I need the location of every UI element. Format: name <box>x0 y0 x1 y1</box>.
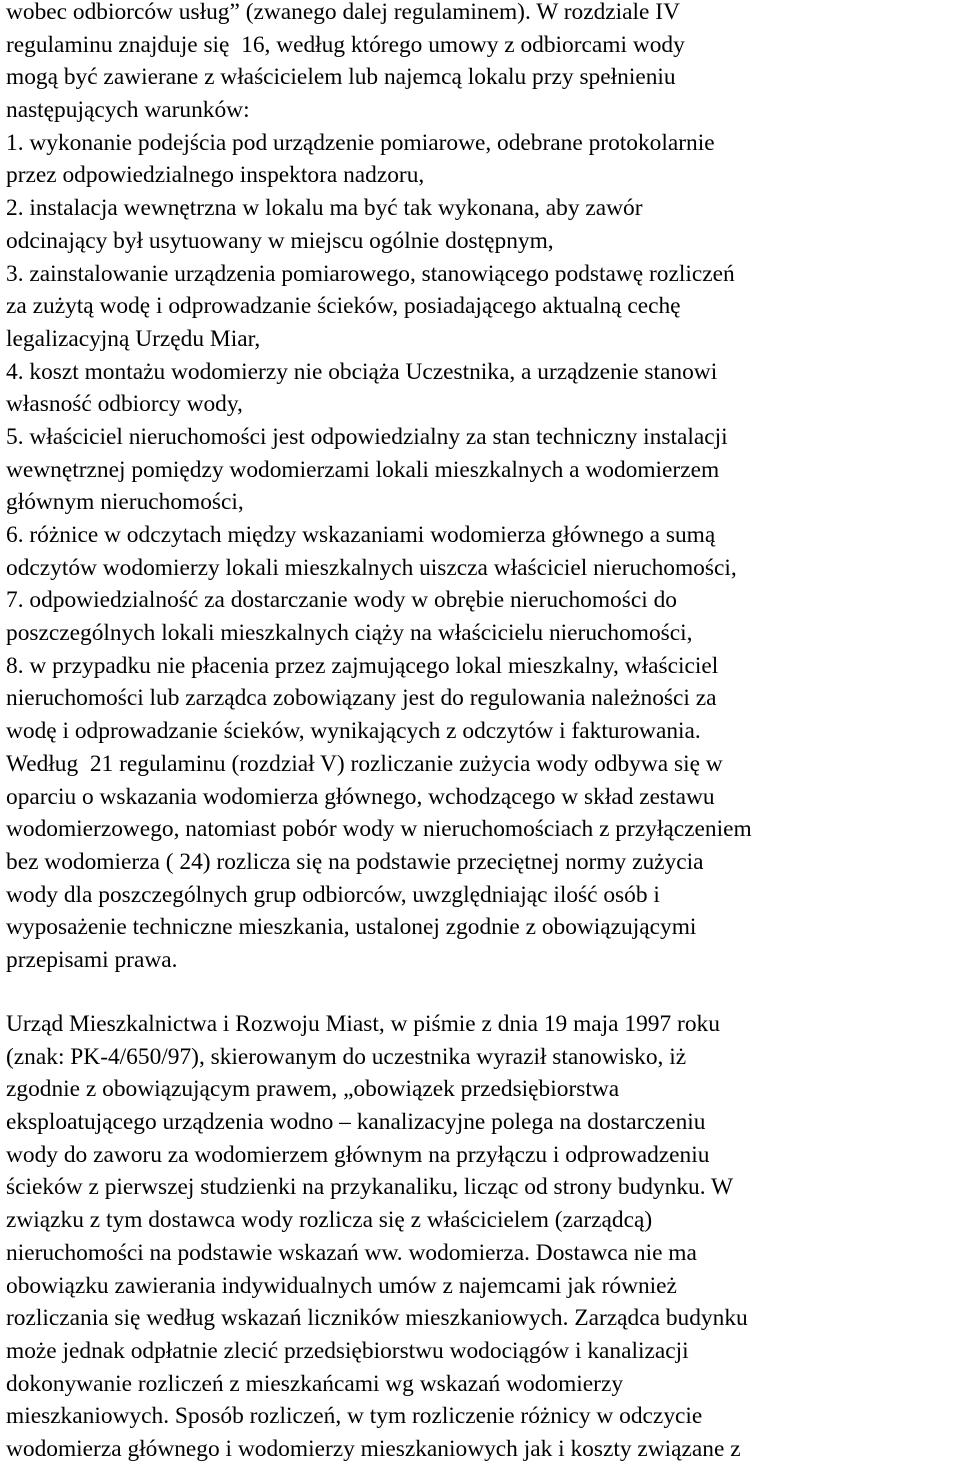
text-line: 5. właściciel nieruchomości jest odpowiedzialny za stan techniczny instalacji <box>6 423 728 450</box>
text-line: może jednak odpłatnie zlecić przedsiębiorstwu wodociągów i kanalizacji <box>6 1337 689 1364</box>
text-line: wyposażenie techniczne mieszkania, ustalonej zgodnie z obowiązującymi <box>6 914 697 941</box>
text-line: Urząd Mieszkalnictwa i Rozwoju Miast, w piśmie z dnia 19 maja 1997 roku <box>6 1011 720 1037</box>
text-line: oparciu o wskazania wodomierza głównego, wchodzącego w skład zestawu <box>6 783 715 810</box>
text-line: legalizacyjną Urzędu Miar, <box>6 325 261 352</box>
text-line: wewnętrznej pomiędzy wodomierzami lokali mieszkalnych a wodomierzem <box>6 456 720 483</box>
paragraph-ministry-opinion <box>6 1008 956 1466</box>
text-line: odcinający był usytuowany w miejscu ogólnie dostępnym, <box>6 227 554 254</box>
text-line: ścieków z pierwszej studzienki na przykanaliku, licząc od strony budynku. W <box>6 1174 734 1201</box>
text-line: wobec odbiorców usług” (zwanego dalej regulaminem). W rozdziale IV <box>6 0 680 25</box>
text-line: regulaminu znajduje się 16, według którego umowy z odbiorcami wody <box>6 31 685 58</box>
text-line: obowiązku zawierania indywidualnych umów z najemcami jak również <box>6 1272 677 1299</box>
text-line: poszczególnych lokali mieszkalnych ciąży na właścicielu nieruchomości, <box>6 620 693 647</box>
text-line: 2. instalacja wewnętrzna w lokalu ma być tak wykonana, aby zawór <box>6 195 643 222</box>
text-line: własność odbiorcy wody, <box>6 391 243 418</box>
text-line: 8. w przypadku nie płacenia przez zajmującego lokal mieszkalny, właściciel <box>6 652 719 679</box>
text-line: (znak: PK-4/650/97), skierowanym do uczestnika wyraził stanowisko, iż <box>6 1043 687 1070</box>
text-line: przez odpowiedzialnego inspektora nadzoru, <box>6 162 425 189</box>
text-line: nieruchomości lub zarządca zobowiązany jest do regulowania należności za <box>6 685 717 712</box>
text-line: wodomierza głównego i wodomierzy mieszkaniowych jak i koszty związane z <box>6 1435 741 1462</box>
text-line: bez wodomierza ( 24) rozlicza się na podstawie przeciętnej normy zużycia <box>6 848 704 875</box>
text-line: 4. koszt montażu wodomierzy nie obciąża Uczestnika, a urządzenie stanowi <box>6 358 718 385</box>
text-line: związku z tym dostawca wody rozlicza się z właścicielem (zarządcą) <box>6 1207 653 1234</box>
text-line: rozliczania się według wskazań liczników mieszkaniowych. Zarządca budynku <box>6 1305 748 1332</box>
text-line: mieszkaniowych. Sposób rozliczeń, w tym rozliczenie różnicy w odczycie <box>6 1403 703 1430</box>
text-line: wody dla poszczególnych grup odbiorców, uwzględniając ilość osób i <box>6 881 660 908</box>
text-line: głównym nieruchomości, <box>6 489 244 516</box>
text-line: Według 21 regulaminu (rozdział V) rozliczanie zużycia wody odbywa się w <box>6 750 723 777</box>
text-line: 7. odpowiedzialność za dostarczanie wody w obrębie nieruchomości do <box>6 587 677 614</box>
text-line: 1. wykonanie podejścia pod urządzenie pomiarowe, odebrane protokolarnie <box>6 129 715 156</box>
text-line: wody do zaworu za wodomierzem głównym na przyłączu i odprowadzeniu <box>6 1141 710 1168</box>
text-line: za zużytą wodę i odprowadzanie ścieków, posiadającego aktualną cechę <box>6 293 681 320</box>
paragraph-regulations <box>6 0 956 977</box>
text-line: eksploatującego urządzenia wodno – kanalizacyjne polega na dostarczeniu <box>6 1109 706 1136</box>
text-line: 3. zainstalowanie urządzenia pomiarowego, stanowiącego podstawę rozliczeń <box>6 260 735 287</box>
text-line: odczytów wodomierzy lokali mieszkalnych uiszcza właściciel nieruchomości, <box>6 554 737 581</box>
text-line: mogą być zawierane z właścicielem lub najemcą lokalu przy spełnieniu <box>6 64 676 91</box>
text-line: dokonywanie rozliczeń z mieszkańcami wg wskazań wodomierzy <box>6 1370 624 1397</box>
text-line: wodomierzowego, natomiast pobór wody w nieruchomościach z przyłączeniem <box>6 816 752 843</box>
text-line: przepisami prawa. <box>6 946 178 973</box>
text-line: wodę i odprowadzanie ścieków, wynikających z odczytów i fakturowania. <box>6 718 701 745</box>
text-line: następujących warunków: <box>6 97 250 124</box>
text-line: 6. różnice w odczytach między wskazaniami wodomierza głównego a sumą <box>6 522 716 548</box>
text-line: nieruchomości na podstawie wskazań ww. wodomierza. Dostawca nie ma <box>6 1239 697 1266</box>
text-line: zgodnie z obowiązującym prawem, „obowiązek przedsiębiorstwa <box>6 1076 620 1103</box>
